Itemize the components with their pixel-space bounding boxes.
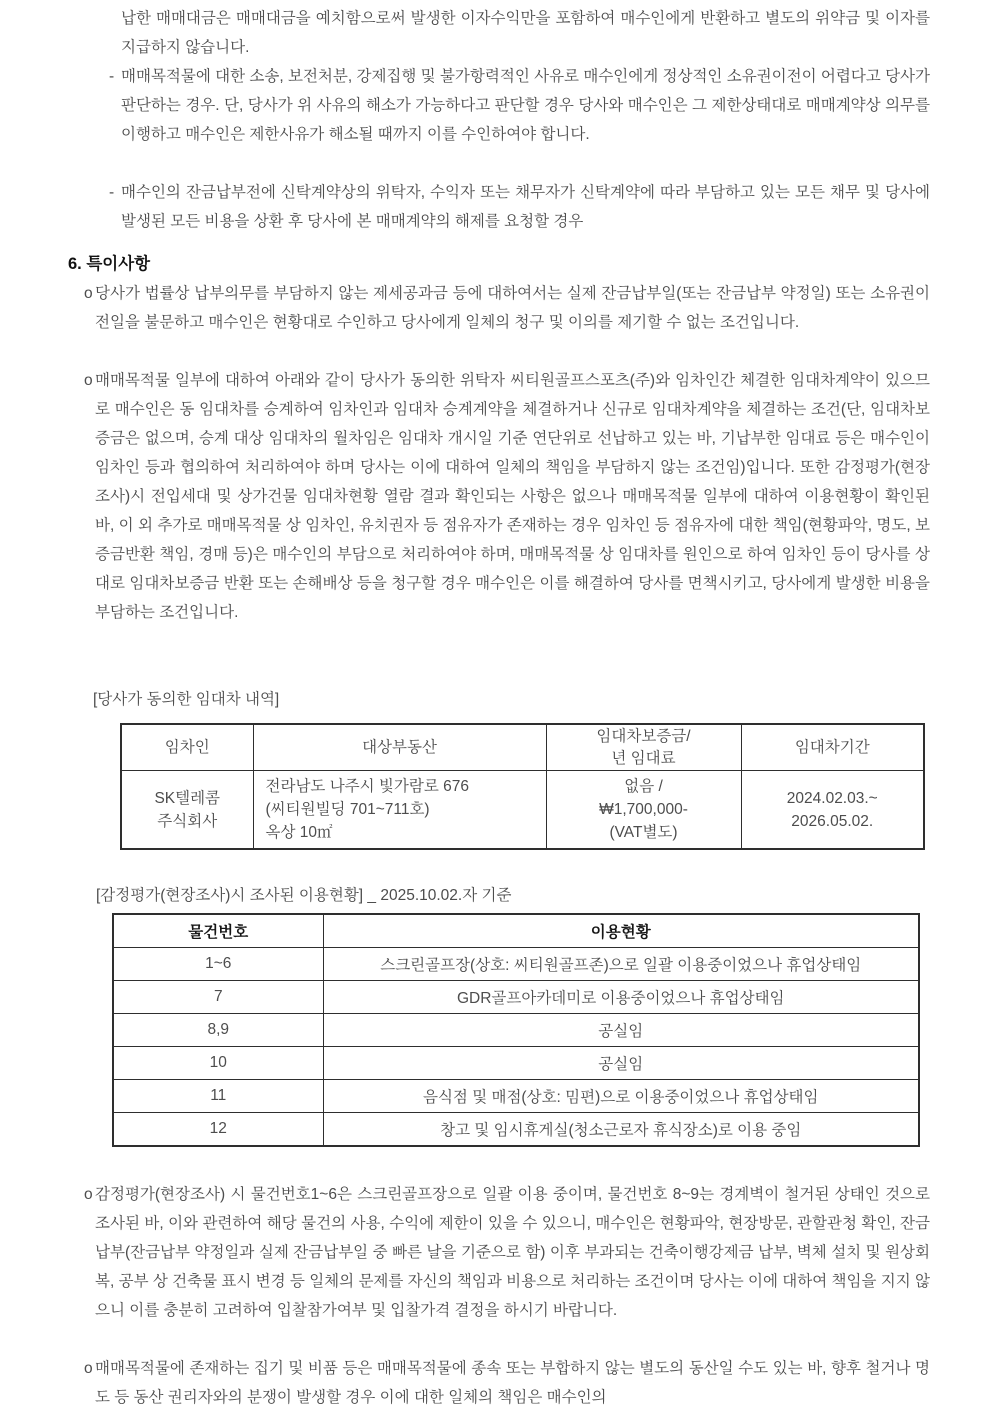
cell-line: 옥상 10㎡ xyxy=(265,824,333,841)
circle-item-text: 매매목적물에 존재하는 집기 및 비품 등은 매매목적물에 종속 또는 부합하지 않는 별도의 동산일 수도 있는 바, 향후 철거나 명도 등 동산 권리자와의 분쟁이 발생할 경우 이에 대한 일체의 책임은 매수인의 xyxy=(95,1360,930,1406)
circle-bullet: o xyxy=(84,1360,93,1377)
table-header-cell: 임대차기간 xyxy=(741,724,924,771)
cell-line: (씨티원빌딩 701~711호) xyxy=(265,801,430,818)
section-heading: 6. 특이사항 xyxy=(68,255,151,273)
table-header-cell: 이용현황 xyxy=(323,914,919,948)
circle-list-item xyxy=(84,1180,930,1354)
circle-list-item xyxy=(84,366,930,685)
dash-list-item xyxy=(109,178,930,236)
dash-item-text: 매매목적물에 대한 소송, 보전처분, 강제집행 및 불가항력적인 사유로 매수인에게 정상적인 소유권이전이 어렵다고 당사가 판단하는 경우. 단, 당사가 위 사유의 해소가 가능하다고 판단할 경우 당사와 매수인은 그 제한상태대로 매매계약상 의무를 이행하고 매수인은 제한사유가 해소될 때까지 이를 수인하여야 합니다. xyxy=(121,68,930,143)
carryover-paragraph: 납한 매매대금은 매매대금을 예치함으로써 발생한 이자수익만을 포함하여 매수인에게 반환하고 별도의 위약금 및 이자를 지급하지 않습니다. xyxy=(121,10,930,56)
table-row xyxy=(113,1113,919,1147)
usage-table-caption: [감정평가(현장조사)시 조사된 이용현황] _ 2025.10.02.자 기준 xyxy=(96,887,512,904)
cell-line: ₩1,700,000- xyxy=(599,801,688,818)
circle-bullet: o xyxy=(84,1186,93,1203)
circle-item-text: 매매목적물 일부에 대하여 아래와 같이 당사가 동의한 위탁자 씨티원골프스포츠(주)와 임차인간 체결한 임대차계약이 있으므로 매수인은 동 임대차를 승계하여 임차인과 임대차 승계계약을 체결하거나 신규로 임대차계약을 체결하는 조건(단, 임대차보증금은 없으며, 승계 대상 임대차의 월차임은 임대차 개시일 기준 연단위로 선납하고 있는 바, 기납부한 임대료 등은 매수인이 임차인 등과 협의하여 처리하여야 하며 당사는 이에 대하여 일체의 책임을 부담하지 않는 조건임)입니다. 또한 감정평가(현장조사)시 전입세대 및 상가건물 임대차현황 열람 결과 확인되는 사항은 없으나 매매목적물 일부에 대하여 이용현황이 확인된 바, 이 외 추가로 매매목적물 상 임차인, 유치권자 등 점유자가 존재하는 경우 임차인 등 점유자에 대한 책임(현황파악, 명도, 보증금반환 책임, 경매 등)은 매수인의 부담으로 처리하여야 하며, 매매목적물 상 임대차를 원인으로 하여 임차인 등이 당사를 상대로 임대차보증금 반환 또는 손해배상 등을 청구할 경우 매수인은 이를 해결하여 당사를 면책시키고, 당사에게 발생한 비용을 부담하는 조건입니다. xyxy=(95,372,930,621)
table-cell-usage: 음식점 및 매점(상호: 밈편)으로 이용중이었으나 휴업상태임 xyxy=(323,1080,919,1113)
usage-table xyxy=(112,913,920,1147)
cell-line: 없음 / xyxy=(624,778,663,795)
table-header-row xyxy=(121,724,924,771)
table-cell-tenant xyxy=(121,771,253,850)
header-line: 임대차보증금/ xyxy=(596,727,691,745)
table-cell-usage: 스크린골프장(상호: 씨티원골프존)으로 일괄 이용중이었으나 휴업상태임 xyxy=(323,948,919,981)
circle-item-text: 감정평가(현장조사) 시 물건번호1~6은 스크린골프장으로 일괄 이용 중이며, 물건번호 8~9는 경계벽이 철거된 상태인 것으로 조사된 바, 이와 관련하여 해당 물건의 사용, 수익에 제한이 있을 수 있으니, 매수인은 현황파악, 현장방문, 관할관청 확인, 잔금납부(잔금납부 약정일과 실제 잔금납부일 중 빠른 날을 기준으로 함) 이후 부과되는 건축이행강제금 납부, 벽체 설치 및 원상회복, 공부 상 건축물 표시 변경 등 일체의 문제를 자신의 책임과 비용으로 처리하는 조건이며 당사는 이에 대하여 책임을 지지 않으니 이를 충분히 고려하여 입찰참가여부 및 입찰가격 결정을 하시기 바랍니다. xyxy=(95,1186,930,1319)
circle-item-text: 당사가 법률상 납부의무를 부담하지 않는 제세공과금 등에 대하여서는 실제 잔금납부일(또는 잔금납부 약정일) 또는 소유권이전일을 불문하고 매수인은 현황대로 수인하고 당사에게 일체의 청구 및 이의를 제기할 수 없는 조건입니다. xyxy=(95,285,930,331)
circle-list-item xyxy=(84,1354,930,1412)
table-cell-item-no: 11 xyxy=(113,1080,323,1113)
table-header-cell: 대상부동산 xyxy=(253,724,546,771)
table-cell-item-no: 8,9 xyxy=(113,1014,323,1047)
header-line: 년 임대료 xyxy=(611,749,676,767)
cell-line: (VAT별도) xyxy=(609,824,678,841)
table-cell-period xyxy=(741,771,924,850)
table-header-cell: 임차인 xyxy=(121,724,253,771)
cell-line: 주식회사 xyxy=(157,812,218,830)
cell-line: 2026.05.02. xyxy=(791,812,874,830)
table-cell-item-no: 1~6 xyxy=(113,948,323,981)
table-row xyxy=(113,948,919,981)
lease-table xyxy=(120,723,925,850)
circle-bullet: o xyxy=(84,372,93,389)
cell-line: SK텔레콤 xyxy=(154,789,221,807)
dash-bullet: - xyxy=(109,184,115,201)
circle-list-item xyxy=(84,279,930,366)
table-header-cell xyxy=(546,724,741,771)
table-row xyxy=(113,1047,919,1080)
table-cell-property xyxy=(253,771,546,850)
table-row xyxy=(121,771,924,850)
cell-line: 2024.02.03.~ xyxy=(786,789,878,807)
table-header-row xyxy=(113,914,919,948)
table-row xyxy=(113,981,919,1014)
dash-list-item xyxy=(109,62,930,178)
circle-bullet: o xyxy=(84,285,93,302)
table-row xyxy=(113,1080,919,1113)
table-cell-deposit xyxy=(546,771,741,850)
cell-line: 전라남도 나주시 빛가람로 676 xyxy=(265,778,469,795)
lease-table-caption: [당사가 동의한 임대차 내역] xyxy=(93,691,280,708)
dash-bullet: - xyxy=(109,68,115,85)
table-cell-item-no: 10 xyxy=(113,1047,323,1080)
dash-item-text: 매수인의 잔금납부전에 신탁계약상의 위탁자, 수익자 또는 채무자가 신탁계약에 따라 부담하고 있는 모든 채무 및 당사에 발생된 모든 비용을 상환 후 당사에 본 매매계약의 해제를 요청할 경우 xyxy=(121,184,930,230)
table-cell-item-no: 12 xyxy=(113,1113,323,1147)
table-row xyxy=(113,1014,919,1047)
table-header-cell: 물건번호 xyxy=(113,914,323,948)
table-cell-usage: 창고 및 임시휴게실(청소근로자 휴식장소)로 이용 중임 xyxy=(323,1113,919,1147)
table-cell-item-no: 7 xyxy=(113,981,323,1014)
table-cell-usage: GDR골프아카데미로 이용중이었으나 휴업상태임 xyxy=(323,981,919,1014)
table-cell-usage: 공실임 xyxy=(323,1047,919,1080)
table-cell-usage: 공실임 xyxy=(323,1014,919,1047)
